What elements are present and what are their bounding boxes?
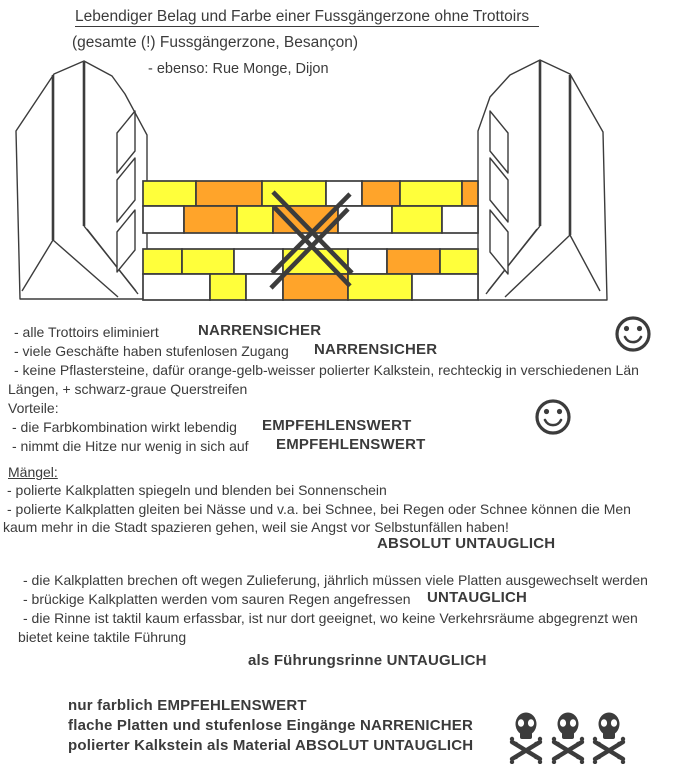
defect-line: bietet keine taktile Führung <box>18 629 187 645</box>
advantage-line <box>12 436 426 455</box>
smiley-icon <box>613 314 653 354</box>
defect-line <box>23 589 528 608</box>
feature-line: - keine Pflastersteine, dafür orange-gelb-weisser polierter Kalkstein, rechteckig in verschiedenen Län <box>14 362 639 378</box>
defect-line: - polierte Kalkplatten gleiten bei Nässe und v.a. bei Schnee, bei Regen oder Schnee können die Men <box>7 501 631 517</box>
defect-line: - die Rinne ist taktil kaum erfassbar, ist nur dort geeignet, wo keine Verkehrsräume abgegrenzt wen <box>23 610 638 626</box>
verdict-label: NARRENSICHER <box>314 341 438 358</box>
paving-stone <box>362 181 400 206</box>
street-sketch <box>0 55 697 305</box>
right-building <box>478 60 607 300</box>
defect-text: - brückige Kalkplatten werden vom sauren Regen angefressen <box>23 591 411 607</box>
verdict-label: UNTAUGLICH <box>427 589 528 606</box>
paving-stone <box>143 249 182 274</box>
left-building <box>16 61 147 299</box>
summary-line: nur farblich EMPFEHLENSWERT <box>68 697 307 714</box>
feature-text: - viele Geschäfte haben stufenlosen Zugang <box>14 343 289 359</box>
paving-stone <box>143 206 184 233</box>
verdict-label: EMPFEHLENSWERT <box>262 417 412 434</box>
feature-line <box>14 341 438 360</box>
skull-crossbones-icon <box>591 712 627 764</box>
defect-line: - die Kalkplatten brechen oft wegen Zulieferung, jährlich müssen viele Platten ausgewechselt werden <box>23 572 648 588</box>
pavement <box>143 181 478 300</box>
paving-stone <box>143 274 210 300</box>
verdict-label: EMPFEHLENSWERT <box>276 436 426 453</box>
paving-stone <box>143 181 196 206</box>
feature-line <box>14 322 322 341</box>
feature-text: - alle Trottoirs eliminiert <box>14 324 159 340</box>
paving-stone <box>440 249 478 274</box>
page-subtitle: (gesamte (!) Fussgängerzone, Besançon) <box>72 34 359 51</box>
paving-stone <box>400 181 462 206</box>
verdict-label: ABSOLUT UNTAUGLICH <box>377 535 556 552</box>
paving-stone <box>184 206 237 233</box>
page-title <box>75 8 539 27</box>
defect-line: - polierte Kalkplatten spiegeln und blenden bei Sonnenschein <box>7 482 387 498</box>
paving-stone <box>348 249 387 274</box>
page-note: - ebenso: Rue Monge, Dijon <box>148 61 329 77</box>
advantages-heading: Vorteile: <box>8 400 59 416</box>
paving-stone <box>442 206 478 233</box>
defects-heading: Mängel: <box>8 464 58 480</box>
paving-stone <box>196 181 262 206</box>
paving-stone <box>348 274 412 300</box>
paving-stone <box>412 274 478 300</box>
summary-line: flache Platten und stufenlose Eingänge NARRENICHER <box>68 717 474 734</box>
verdict-label: als Führungsrinne UNTAUGLICH <box>248 652 487 669</box>
advantage-line <box>12 417 412 436</box>
paving-stone <box>392 206 442 233</box>
paving-stone <box>246 274 283 300</box>
paving-stone <box>387 249 440 274</box>
page-title-text: Lebendiger Belag und Farbe einer Fussgängerzone ohne Trottoirs <box>75 8 539 27</box>
paving-stone <box>283 274 348 300</box>
paving-stone <box>237 206 273 233</box>
defect-line: kaum mehr in die Stadt spazieren gehen, weil sie Angst vor Selbstunfällen haben! <box>3 519 509 535</box>
skull-crossbones-icon <box>508 712 544 764</box>
smiley-icon <box>533 397 573 437</box>
summary-line: polierter Kalkstein als Material ABSOLUT UNTAUGLICH <box>68 737 474 754</box>
advantage-text: - die Farbkombination wirkt lebendig <box>12 419 237 435</box>
verdict-label: NARRENSICHER <box>198 322 322 339</box>
feature-line: Längen, + schwarz-graue Querstreifen <box>8 381 248 397</box>
advantage-text: - nimmt die Hitze nur wenig in sich auf <box>12 438 249 454</box>
paving-stone <box>182 249 234 274</box>
paving-stone <box>210 274 246 300</box>
paving-stone <box>462 181 478 206</box>
skull-crossbones-icon <box>550 712 586 764</box>
